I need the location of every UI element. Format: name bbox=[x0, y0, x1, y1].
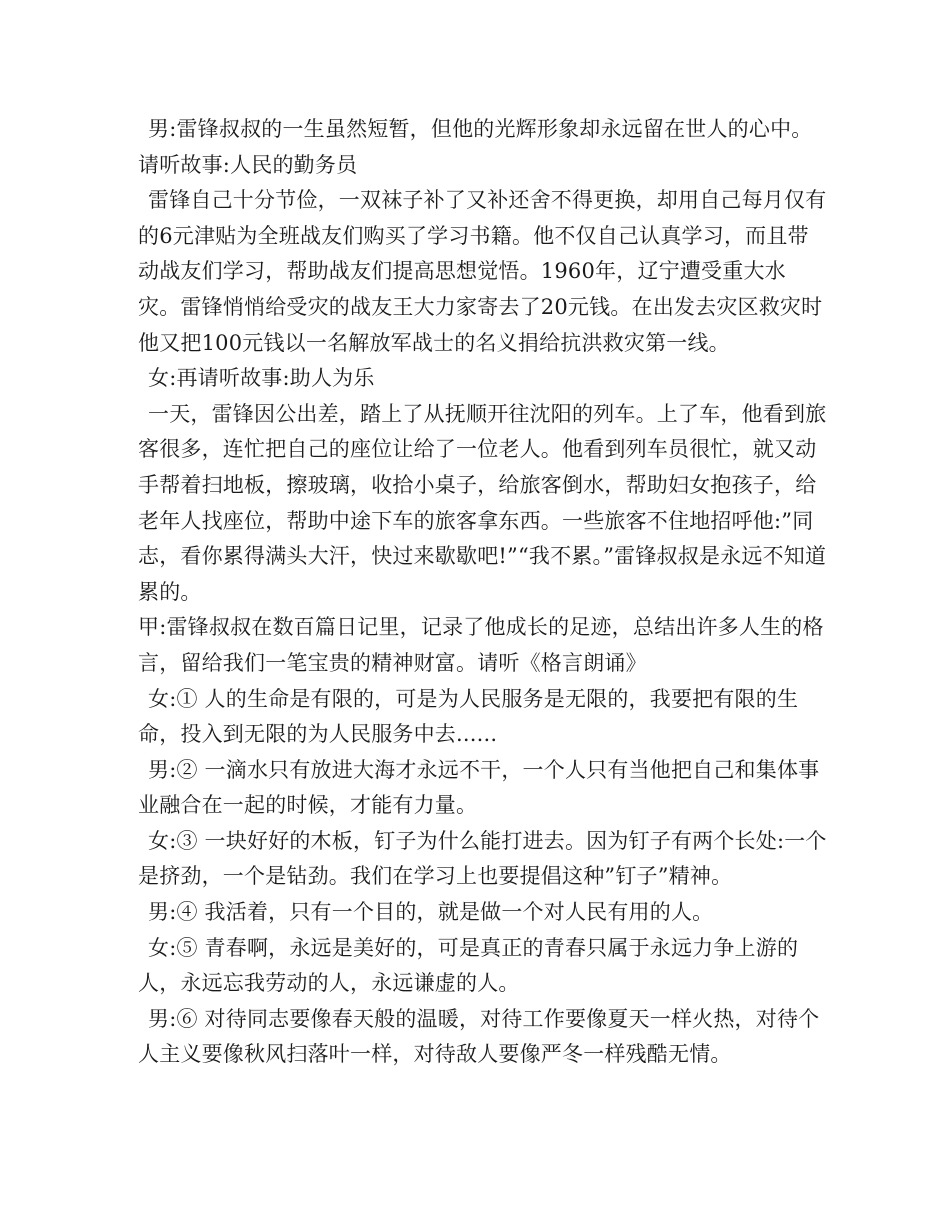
document-body bbox=[138, 112, 828, 1073]
paragraph: 女:③ 一块好好的木板，钉子为什么能打进去。因为钉子有两个长处:一个是挤劲，一个是钻劲。我们在学习上也要提倡这种”钉子”精神。 bbox=[138, 828, 827, 889]
paragraph: 女:① 人的生命是有限的，可是为人民服务是无限的，我要把有限的生命，投入到无限的为人民服务中去...... bbox=[138, 686, 799, 747]
paragraph: 一天，雷锋因公出差，踏上了从抚顺开往沈阳的列车。上了车，他看到旅客很多，连忙把自己的座位让给了一位老人。他看到列车员很忙，就又动手帮着扫地板，擦玻璃，收拾小桌子，给旅客倒水，帮助妇女抱孩子，给老年人找座位，帮助中途下车的旅客拿东西。一些旅客不住地招呼他:”同志，看你累得满头大汗，快过来歇歇吧!”“我不累。”雷锋叔叔是永远不知道累的。 bbox=[138, 401, 827, 604]
paragraph: 女:⑤ 青春啊，永远是美好的，可是真正的青春只属于永远力争上游的人，永远忘我劳动的人，永远谦虚的人。 bbox=[138, 935, 799, 996]
paragraph: 男:④ 我活着，只有一个目的，就是做一个对人民有用的人。 bbox=[148, 900, 714, 925]
paragraph: 女:再请听故事:助人为乐 bbox=[148, 366, 375, 391]
paragraph: 男:雷锋叔叔的一生虽然短暂，但他的光辉形象却永远留在世人的心中。 bbox=[148, 117, 813, 141]
paragraph: 男:② 一滴水只有放进大海才永远不干，一个人只有当他把自己和集体事业融合在一起的时候，才能有力量。 bbox=[138, 757, 820, 818]
paragraph: 请听故事:人民的勤务员 bbox=[138, 152, 358, 177]
paragraph: 甲:雷锋叔叔在数百篇日记里，记录了他成长的足迹，总结出许多人生的格言，留给我们一笔宝贵的精神财富。请听《格言朗诵》 bbox=[138, 615, 824, 675]
paragraph: 男:⑥ 对待同志要像春天般的温暖，对待工作要像夏天一样火热，对待个人主义要像秋风扫落叶一样，对待敌人要像严冬一样残酷无情。 bbox=[138, 1006, 820, 1067]
paragraph: 雷锋自己十分节俭，一双袜子补了又补还舍不得更换，却用自己每月仅有的6元津贴为全班战友们购买了学习书籍。他不仅自己认真学习，而且带动战友们学习，帮助战友们提高思想觉悟。1960年，辽宁遭受重大水灾。雷锋悄悄给受灾的战友王大力家寄去了20元钱。在出发去灾区救灾时他又把100元钱以一名解放军战士的名义捐给抗洪救灾第一线。 bbox=[138, 188, 827, 355]
